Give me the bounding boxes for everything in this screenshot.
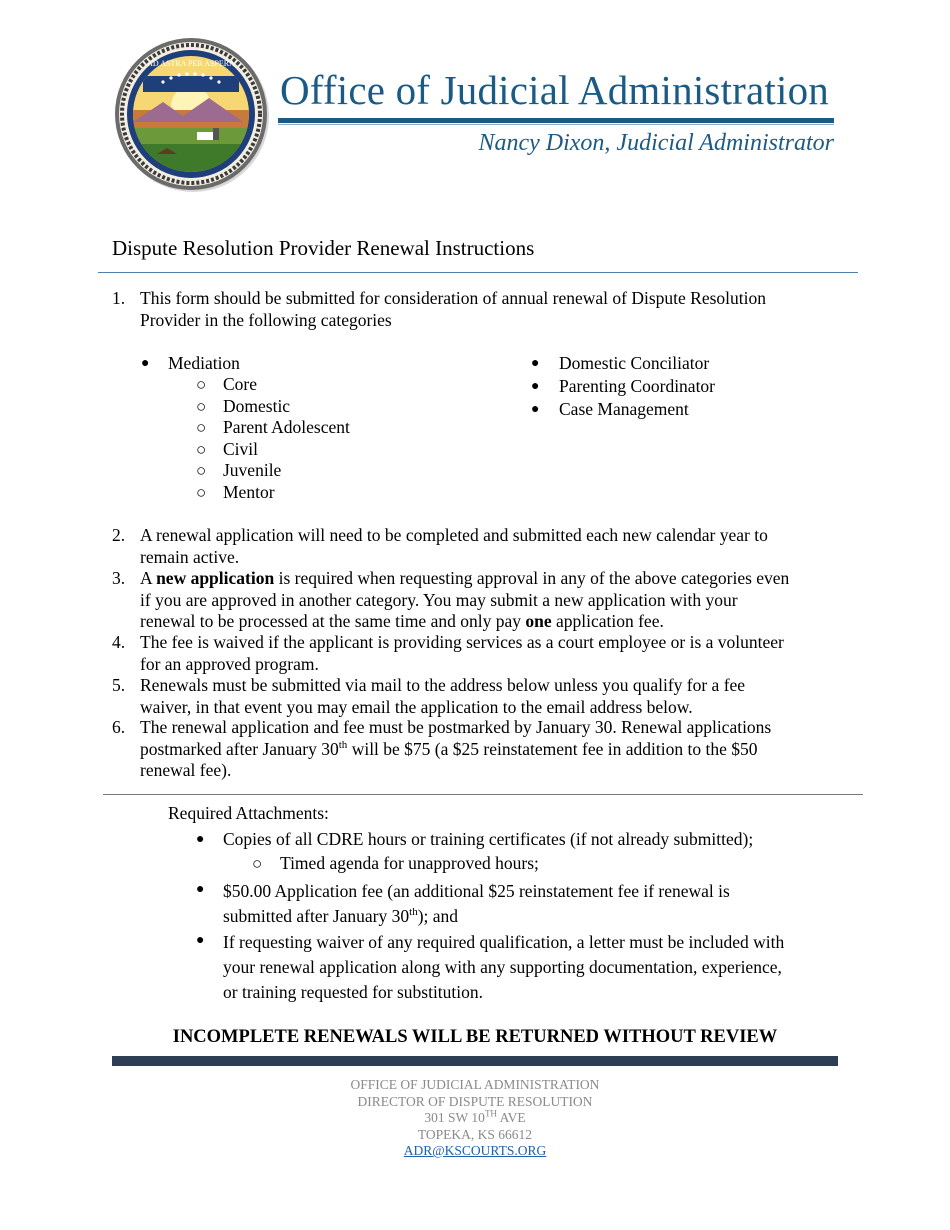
- attachment-application-fee: $50.00 Application fee (an additional $25 reinstatement fee if renewal is submitted after January 30th); and: [223, 881, 730, 926]
- circle-bullet-icon: ○: [196, 397, 207, 416]
- item-1-text: This form should be submitted for consideration of annual renewal of Dispute Resolution Provider in the following categories: [140, 288, 766, 330]
- attachments-label: Required Attachments:: [168, 803, 329, 823]
- category-domestic-conciliator: Domestic Conciliator: [559, 353, 710, 373]
- bullet-icon: ●: [196, 832, 205, 847]
- circle-bullet-icon: ○: [196, 440, 207, 459]
- incomplete-warning: INCOMPLETE RENEWALS WILL BE RETURNED WITHOUT REVIEW: [172, 1027, 778, 1047]
- administrator-name: Nancy Dixon, Judicial Administrator: [478, 130, 834, 156]
- heading-divider: [98, 272, 858, 273]
- item-3-number: 3.: [112, 568, 126, 588]
- mediation-sub-domestic: Domestic: [223, 396, 291, 416]
- item-1-number: 1.: [112, 288, 126, 308]
- footer-bar: [112, 1056, 838, 1066]
- footer-director: DIRECTOR OF DISPUTE RESOLUTION: [357, 1093, 593, 1109]
- mediation-sub-mentor: Mentor: [223, 482, 275, 502]
- page-title: Dispute Resolution Provider Renewal Instructions: [112, 236, 535, 260]
- item-5-number: 5.: [112, 675, 126, 695]
- svg-text:AD ASTRA PER ASPERA: AD ASTRA PER ASPERA: [147, 59, 235, 68]
- footer-address: [0, 1077, 950, 1160]
- item-6-text: The renewal application and fee must be postmarked by January 30. Renewal applications postmarked after January 30th will be $75 (a $25 reinstatement fee in addition to the $50 renewal fee).: [140, 717, 772, 780]
- mediation-sub-core: Core: [223, 374, 258, 394]
- item-4-text: The fee is waived if the applicant is providing services as a court employee or is a volunteer for an approved program.: [140, 632, 784, 674]
- state-seal-logo: [113, 36, 269, 192]
- footer-office: OFFICE OF JUDICIAL ADMINISTRATION: [350, 1077, 600, 1092]
- circle-bullet-icon: ○: [196, 375, 207, 394]
- office-title: Office of Judicial Administration: [280, 67, 829, 113]
- item-2-number: 2.: [112, 525, 126, 545]
- bullet-icon: ●: [196, 933, 205, 948]
- mediation-sub-parent-adolescent: Parent Adolescent: [223, 417, 350, 437]
- category-parenting-coordinator: Parenting Coordinator: [559, 376, 716, 396]
- item-3-text: A new application is required when requesting approval in any of the above categories even if you are approved in another category. You may submit a new application with your renewal to be processed at the same time and only pay one application fee.: [140, 568, 790, 631]
- item-6-number: 6.: [112, 717, 126, 737]
- section-divider: [103, 794, 863, 795]
- mediation-sub-juvenile: Juvenile: [223, 460, 282, 480]
- circle-bullet-icon: ○: [196, 461, 207, 480]
- footer-email-link[interactable]: ADR@KSCOURTS.ORG: [403, 1143, 547, 1158]
- bullet-icon: ●: [531, 379, 540, 394]
- category-mediation: Mediation: [168, 353, 240, 373]
- item-5-text: Renewals must be submitted via mail to the address below unless you qualify for a fee waiver, in that event you may email the application to the email address below.: [140, 675, 746, 717]
- bullet-icon: ●: [141, 356, 150, 371]
- attachment-cdre-hours: Copies of all CDRE hours or training certificates (if not already submitted);: [223, 829, 754, 849]
- item-4-number: 4.: [112, 632, 126, 652]
- title-underline: [278, 118, 834, 123]
- footer-city: TOPEKA, KS 66612: [417, 1126, 533, 1142]
- bullet-icon: ●: [531, 356, 540, 371]
- circle-bullet-icon: ○: [196, 418, 207, 437]
- item-2-text: A renewal application will need to be completed and submitted each new calendar year to remain active.: [140, 525, 768, 567]
- attachment-waiver-letter: If requesting waiver of any required qualification, a letter must be included with your renewal application along with any supporting documentation, experience, or training requested for substitution.: [223, 932, 785, 1002]
- attachment-timed-agenda: Timed agenda for unapproved hours;: [280, 853, 539, 873]
- footer-street: 301 SW 10TH AVE: [424, 1108, 526, 1125]
- circle-bullet-icon: ○: [196, 483, 207, 502]
- title-underline-shadow: [278, 124, 834, 125]
- bullet-icon: ●: [196, 882, 205, 897]
- bullet-icon: ●: [531, 402, 540, 417]
- circle-bullet-icon: ○: [252, 854, 263, 873]
- mediation-sub-civil: Civil: [223, 439, 259, 459]
- category-case-management: Case Management: [559, 399, 689, 419]
